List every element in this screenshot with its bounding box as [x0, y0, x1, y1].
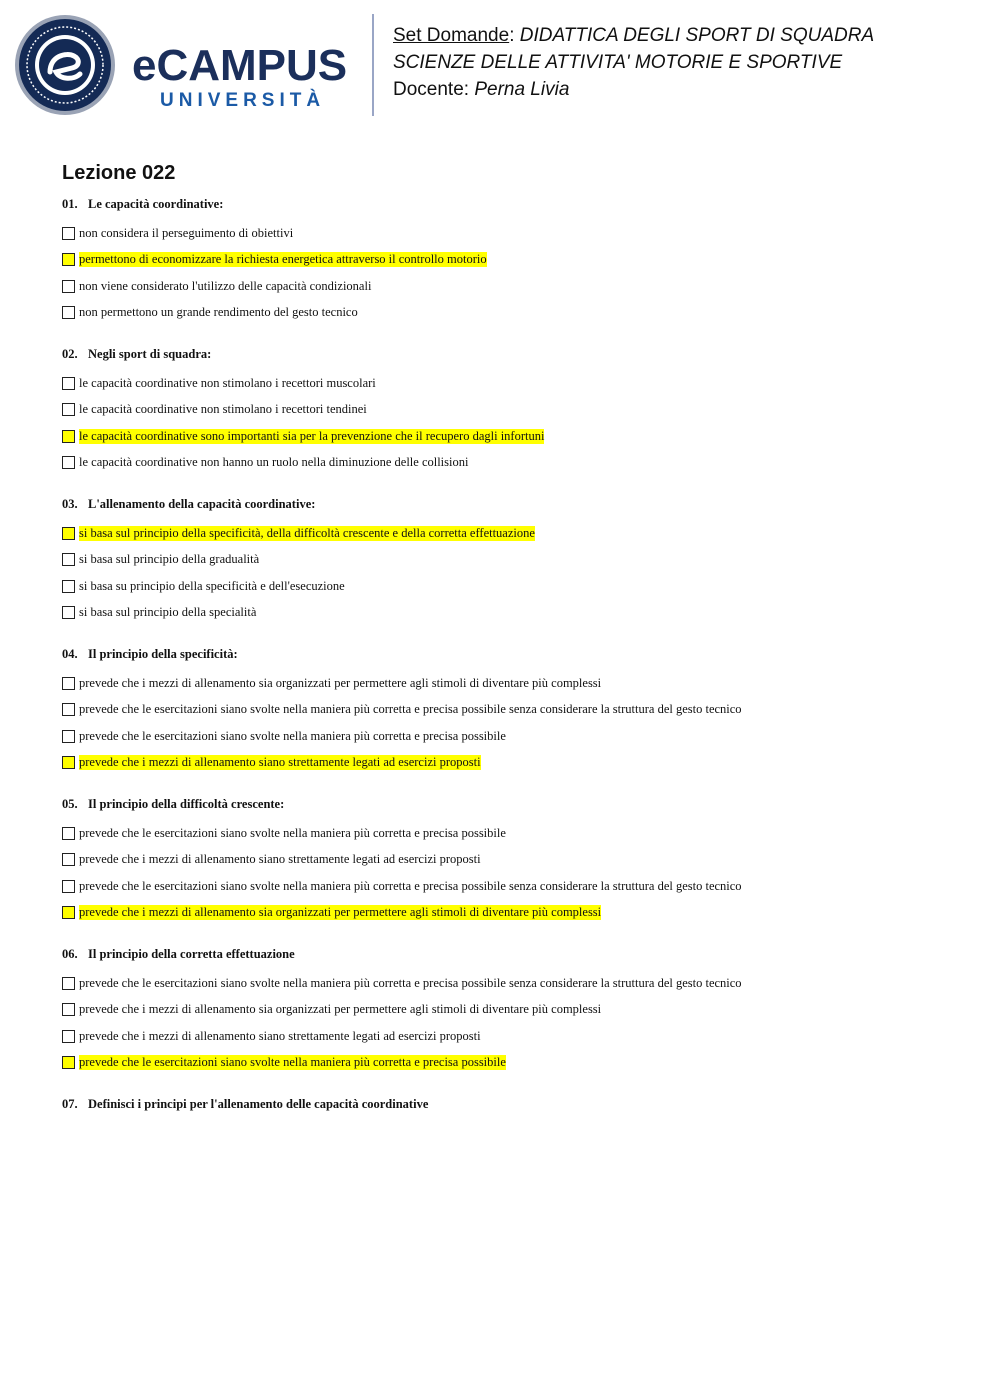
question-text: Negli sport di squadra: [88, 347, 212, 361]
header-info [393, 22, 874, 103]
question-block [62, 196, 962, 326]
answer-option[interactable] [62, 573, 962, 600]
question-title [62, 646, 962, 662]
checkbox-icon[interactable] [62, 756, 75, 769]
question-text: Le capacità coordinative: [88, 197, 224, 211]
answer-option-text: permettono di economizzare la richiesta energetica attraverso il controllo motorio [79, 252, 487, 267]
answer-option-text: non permettono un grande rendimento del gesto tecnico [79, 305, 358, 320]
answer-option-text: le capacità coordinative non hanno un ruolo nella diminuzione delle collisioni [79, 455, 469, 470]
question-number: 06. [62, 947, 78, 961]
question-number: 01. [62, 197, 78, 211]
answer-option-correct[interactable] [62, 423, 962, 450]
question-number: 03. [62, 497, 78, 511]
checkbox-icon[interactable] [62, 1003, 75, 1016]
header-degree-line [393, 49, 874, 76]
teacher-label: Docente: [393, 79, 470, 100]
question-block [62, 646, 962, 776]
answer-option-text: le capacità coordinative non stimolano i recettori tendinei [79, 402, 367, 417]
question-block [62, 796, 962, 926]
answer-option-text: prevede che le esercitazioni siano svolte nella maniera più corretta e precisa possibile senza considerare la struttura del gesto tecnico [79, 702, 742, 717]
checkbox-icon[interactable] [62, 606, 75, 619]
answer-option[interactable] [62, 450, 962, 477]
question-text: L'allenamento della capacità coordinative: [88, 497, 316, 511]
answer-option-correct[interactable] [62, 520, 962, 547]
answer-option-text: prevede che le esercitazioni siano svolte nella maniera più corretta e precisa possibile senza considerare la struttura del gesto tecnico [79, 878, 742, 893]
answer-option[interactable] [62, 1023, 962, 1050]
answer-option-text: le capacità coordinative non stimolano i recettori muscolari [79, 375, 376, 390]
answer-option[interactable] [62, 970, 962, 997]
answer-option-text: si basa su principio della specificità e dell'esecuzione [79, 578, 345, 593]
answer-option[interactable] [62, 300, 962, 327]
answer-option-text: le capacità coordinative sono importanti sia per la prevenzione che il recupero dagli infortuni [79, 428, 545, 443]
answer-option[interactable] [62, 397, 962, 424]
header-teacher-line [393, 76, 874, 103]
checkbox-icon[interactable] [62, 553, 75, 566]
answer-option-text: prevede che le esercitazioni siano svolte nella maniera più corretta e precisa possibile senza considerare la struttura del gesto tecnico [79, 975, 742, 990]
answer-option[interactable] [62, 723, 962, 750]
header-course-line: Set Domande: DIDATTICA DEGLI SPORT DI SQUADRA [393, 25, 875, 46]
question-title [62, 796, 962, 812]
answer-option[interactable] [62, 220, 962, 247]
answer-option[interactable] [62, 370, 962, 397]
question-title [62, 496, 962, 512]
answer-option[interactable] [62, 273, 962, 300]
checkbox-icon[interactable] [62, 403, 75, 416]
question-number: 02. [62, 347, 78, 361]
answer-option-text: prevede che i mezzi di allenamento siano strettamente legati ad esercizi proposti [79, 852, 481, 867]
answer-option[interactable] [62, 820, 962, 847]
question-title [62, 196, 962, 212]
question-title [62, 1096, 962, 1112]
checkbox-icon[interactable] [62, 456, 75, 469]
question-block [62, 1096, 962, 1112]
answer-option-text: prevede che i mezzi di allenamento sia organizzati per permettere agli stimoli di diventare più complessi [79, 1002, 602, 1017]
answer-option[interactable] [62, 670, 962, 697]
checkbox-icon[interactable] [62, 880, 75, 893]
quiz-content [62, 160, 962, 1132]
answer-option-text: prevede che i mezzi di allenamento siano strettamente legati ad esercizi proposti [79, 755, 481, 770]
header-divider [372, 14, 374, 116]
answer-option-text: prevede che i mezzi di allenamento sia organizzati per permettere agli stimoli di diventare più complessi [79, 675, 602, 690]
answer-option[interactable] [62, 600, 962, 627]
question-block [62, 346, 962, 476]
question-text: Definisci i principi per l'allenamento delle capacità coordinative [88, 1097, 429, 1111]
answer-option-text: non considera il perseguimento di obiettivi [79, 225, 294, 240]
answer-option[interactable] [62, 873, 962, 900]
checkbox-icon[interactable] [62, 280, 75, 293]
ecampus-wordmark [132, 38, 358, 112]
question-block [62, 496, 962, 626]
checkbox-icon[interactable] [62, 580, 75, 593]
answer-option[interactable] [62, 547, 962, 574]
answer-option-text: prevede che le esercitazioni siano svolte nella maniera più corretta e precisa possibile [79, 1055, 506, 1070]
answer-option-correct[interactable] [62, 1050, 962, 1077]
ecampus-seal-logo [14, 14, 116, 116]
answer-option-text: prevede che le esercitazioni siano svolte nella maniera più corretta e precisa possibile [79, 728, 506, 743]
lesson-title: Lezione 022 [62, 162, 176, 184]
answer-option-text: prevede che i mezzi di allenamento sia organizzati per permettere agli stimoli di diventare più complessi [79, 905, 602, 920]
question-text: Il principio della specificità: [88, 647, 238, 661]
checkbox-icon[interactable] [62, 853, 75, 866]
question-number: 04. [62, 647, 78, 661]
answer-option-text: prevede che i mezzi di allenamento siano strettamente legati ad esercizi proposti [79, 1028, 481, 1043]
checkbox-icon[interactable] [62, 730, 75, 743]
question-text: Il principio della difficoltà crescente: [88, 797, 285, 811]
checkbox-icon[interactable] [62, 377, 75, 390]
answer-option-correct[interactable] [62, 900, 962, 927]
answer-option-correct[interactable] [62, 750, 962, 777]
checkbox-icon[interactable] [62, 227, 75, 240]
checkbox-icon[interactable] [62, 527, 75, 540]
course-name: DIDATTICA DEGLI SPORT DI SQUADRA [519, 25, 875, 46]
checkbox-icon[interactable] [62, 1030, 75, 1043]
degree-name: SCIENZE DELLE ATTIVITA' MOTORIE E SPORTIVE [393, 52, 843, 73]
answer-option-correct[interactable] [62, 247, 962, 274]
checkbox-icon[interactable] [62, 306, 75, 319]
answer-option-text: non viene considerato l'utilizzo delle capacità condizionali [79, 278, 372, 293]
checkbox-icon[interactable] [62, 703, 75, 716]
question-number: 05. [62, 797, 78, 811]
checkbox-icon[interactable] [62, 1056, 75, 1069]
answer-option[interactable] [62, 997, 962, 1024]
checkbox-icon[interactable] [62, 906, 75, 919]
checkbox-icon[interactable] [62, 827, 75, 840]
answer-option[interactable] [62, 697, 962, 724]
answer-option-text: prevede che le esercitazioni siano svolte nella maniera più corretta e precisa possibile [79, 825, 506, 840]
question-number: 07. [62, 1097, 78, 1111]
checkbox-icon[interactable] [62, 430, 75, 443]
page-header [0, 0, 1000, 130]
checkbox-icon[interactable] [62, 677, 75, 690]
question-title [62, 346, 962, 362]
question-list [62, 196, 962, 1112]
question-title [62, 946, 962, 962]
svg-text:UNIVERSITÀ: UNIVERSITÀ [160, 90, 326, 111]
question-text: Il principio della corretta effettuazione [88, 947, 295, 961]
answer-option[interactable] [62, 847, 962, 874]
set-label: Set Domande [393, 25, 510, 46]
checkbox-icon[interactable] [62, 253, 75, 266]
question-block [62, 946, 962, 1076]
answer-option-text: si basa sul principio della specialità [79, 605, 257, 620]
checkbox-icon[interactable] [62, 977, 75, 990]
teacher-name: Perna Livia [474, 79, 570, 100]
answer-option-text: si basa sul principio della specificità, della difficoltà crescente e della corretta effettuazione [79, 525, 535, 540]
answer-option-text: si basa sul principio della gradualità [79, 552, 260, 567]
svg-text:eCAMPUS: eCAMPUS [132, 41, 348, 90]
